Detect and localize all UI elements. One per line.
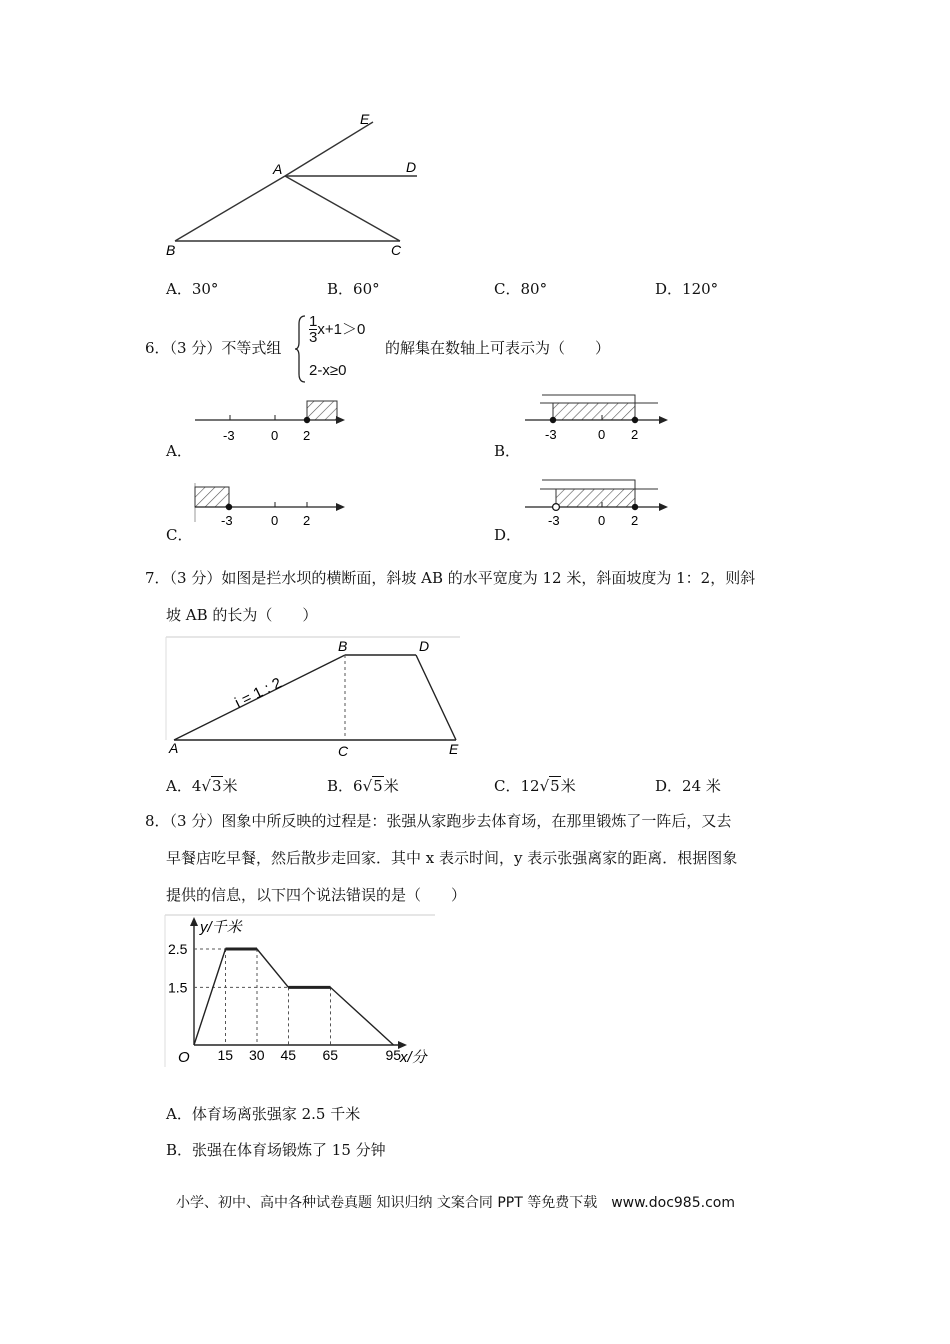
q6-system-brace [294, 314, 308, 384]
ray-ae [285, 122, 373, 176]
q8-text-line-2: 早餐店吃早餐，然后散步走回家．其中 x 表示时间，y 表示张强离家的距离．根据图象 [166, 849, 738, 867]
svg-text:0: 0 [598, 427, 606, 442]
y-tick-label: 1.5 [168, 979, 188, 996]
q6-option-b-letter[interactable]: B． [494, 442, 521, 460]
svg-text:2: 2 [631, 427, 639, 442]
svg-text:D: D [419, 638, 430, 654]
page-footer: 小学、初中、高中各种试卷真题 知识归纳 文案合同 PPT 等免费下载 www.doc985.com [176, 1195, 735, 1211]
point-a-label: A [273, 161, 283, 177]
distance-line [194, 949, 394, 1045]
q6-option-d-numberline[interactable] [520, 474, 680, 530]
svg-text:0: 0 [271, 428, 279, 443]
q6-question-suffix: 的解集在数轴上可表示为（ ） [385, 339, 611, 357]
q8-distance-time-chart [160, 912, 445, 1072]
svg-text:A: A [169, 740, 179, 756]
point-d-label: D [406, 159, 417, 175]
q7-option-d[interactable]: D．24 米 [655, 777, 721, 795]
x-tick-label: 30 [249, 1047, 265, 1063]
point-e-label: E [360, 111, 370, 127]
point-b-label: B [166, 242, 176, 258]
svg-text:-3: -3 [545, 427, 557, 442]
q6-option-c-numberline[interactable] [190, 482, 350, 530]
svg-text:2: 2 [631, 513, 639, 528]
segment-ac [285, 176, 400, 241]
segment-ba [175, 176, 285, 241]
q7-text-line-1: 7．（3 分）如图是拦水坝的横断面，斜坡 AB 的水平宽度为 12 米，斜面坡度为 1：2，则斜 [145, 569, 756, 587]
x-tick-label: 15 [217, 1047, 234, 1063]
q8-text-line-1: 8．（3 分）图象中所反映的过程是：张强从家跑步去体育场，在那里锻炼了一阵后，又去 [145, 812, 732, 830]
y-tick-label: 2.5 [168, 941, 188, 957]
q6-number: 6．（3 分）不等式组 [145, 339, 282, 357]
x-tick-label: 95 [385, 1047, 402, 1063]
svg-text:-3: -3 [223, 428, 235, 443]
origin-label: O [178, 1049, 190, 1066]
q6-option-a-letter[interactable]: A． [166, 442, 192, 460]
q6-option-a-numberline[interactable] [190, 396, 350, 446]
q8-text-line-3: 提供的信息，以下四个说法错误的是（ ） [166, 886, 467, 904]
q6-option-c-letter[interactable]: C． [166, 526, 193, 544]
svg-text:-3: -3 [221, 513, 233, 528]
q6-option-d-letter[interactable]: D． [494, 526, 522, 544]
x-tick-label: 45 [280, 1047, 297, 1063]
svg-text:2: 2 [303, 513, 311, 528]
q5-option-c[interactable]: C．80° [494, 280, 548, 298]
x-axis-label: x/分 [400, 1049, 427, 1066]
svg-text:0: 0 [598, 513, 606, 528]
slope-ratio-label: i = 1 : 2 [232, 674, 285, 712]
svg-text:E: E [449, 741, 459, 757]
q5-option-a[interactable]: A．30° [166, 280, 219, 298]
q6-option-b-numberline[interactable] [520, 392, 680, 446]
q5-option-b[interactable]: B．60° [327, 280, 380, 298]
q5-option-d[interactable]: D．120° [655, 280, 719, 298]
y-axis-arrow [190, 917, 198, 926]
q7-option-c[interactable]: C．12√5米 [494, 777, 576, 795]
q6-inequality-2: 2-x≥0 [309, 362, 347, 379]
svg-text:B: B [338, 638, 348, 654]
q7-option-b[interactable]: B．6√5米 [327, 777, 399, 795]
x-tick-label: 65 [322, 1047, 339, 1063]
q5-figure [160, 110, 430, 260]
svg-text:C: C [338, 743, 349, 759]
svg-text:-3: -3 [548, 513, 560, 528]
q8-option-b[interactable]: B．张强在体育场锻炼了 15 分钟 [166, 1141, 386, 1159]
q8-option-a[interactable]: A．体育场离张强家 2.5 千米 [166, 1105, 361, 1123]
point-c-label: C [391, 242, 402, 258]
q7-option-a[interactable]: A．4√3米 [166, 777, 238, 795]
svg-text:2: 2 [303, 428, 311, 443]
q7-dam-figure [160, 632, 465, 760]
q7-text-line-2: 坡 AB 的长为（ ） [166, 606, 318, 624]
q6-inequality-1: $\frac{1}{3}$ x+1＞0 [309, 313, 366, 346]
svg-text:0: 0 [271, 513, 279, 528]
y-axis-label: y/千米 [200, 919, 242, 936]
